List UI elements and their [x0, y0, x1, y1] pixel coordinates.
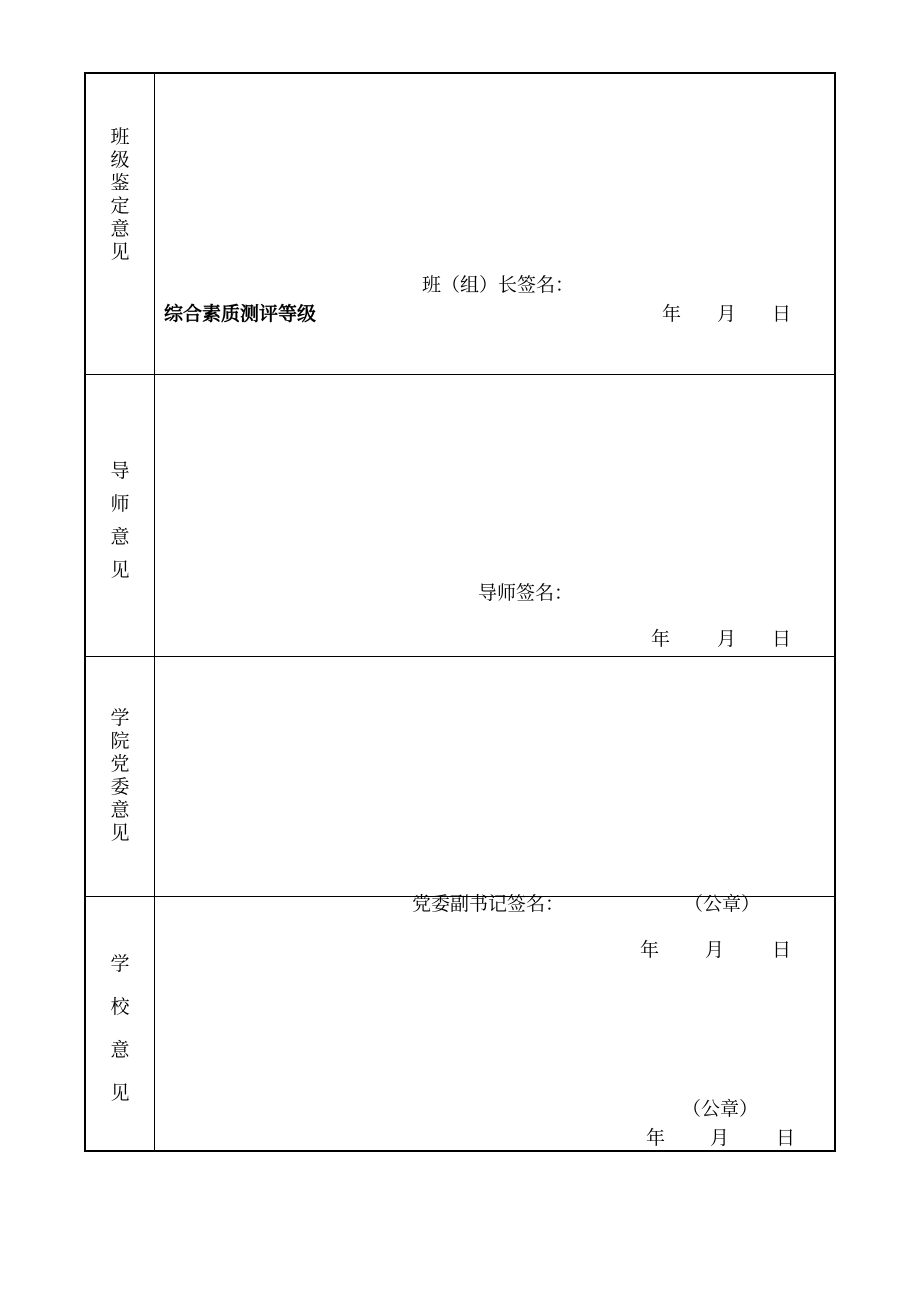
label-char: 见: [110, 822, 130, 844]
date-month: 月: [705, 939, 725, 961]
advisor-signature-label: 导师签名：: [478, 582, 574, 604]
label-char: 定: [110, 195, 130, 217]
date-month: 月: [717, 628, 737, 650]
date-year: 年: [662, 303, 682, 325]
date-day: 日: [772, 939, 792, 961]
label-char: 意: [110, 799, 130, 821]
date-month: 月: [710, 1127, 730, 1149]
label-char: 鉴: [110, 172, 130, 194]
label-char: 党: [110, 753, 130, 775]
date-day: 日: [772, 303, 792, 325]
label-char: 见: [110, 1082, 130, 1104]
label-char: 级: [110, 149, 130, 171]
class-review-label: [86, 126, 154, 264]
date-month: 月: [717, 303, 737, 325]
label-char: 意: [110, 218, 130, 240]
label-char: 学: [110, 707, 130, 729]
label-char: 班: [110, 126, 130, 148]
label-char: 见: [110, 559, 130, 581]
label-char: 意: [110, 526, 130, 548]
comprehensive-rating-label: 综合素质测评等级: [164, 303, 317, 325]
label-char: 导: [110, 460, 130, 482]
label-char: 师: [110, 493, 130, 515]
opinion-form-table: [84, 72, 836, 1152]
party-secretary-signature-label: 党委副书记签名：: [412, 893, 565, 915]
date-day: 日: [776, 1127, 796, 1149]
official-seal-label: （公章）: [684, 893, 761, 915]
date-year: 年: [640, 939, 660, 961]
date-day: 日: [772, 628, 792, 650]
official-seal-label: （公章）: [682, 1098, 759, 1120]
label-char: 学: [110, 953, 130, 975]
label-char: 见: [110, 241, 130, 263]
label-char: 委: [110, 776, 130, 798]
label-char: 院: [110, 730, 130, 752]
school-label: [86, 943, 154, 1115]
advisor-section: [86, 375, 834, 657]
date-year: 年: [651, 628, 671, 650]
label-char: 意: [110, 1039, 130, 1061]
date-year: 年: [646, 1127, 666, 1149]
college-party-section: [86, 657, 834, 961]
college-party-label: [86, 707, 154, 845]
class-leader-signature-label: 班（组）长签名：: [422, 274, 575, 296]
advisor-label: [86, 455, 154, 587]
school-section: [86, 897, 834, 1150]
class-review-section: [86, 74, 834, 375]
label-char: 校: [110, 996, 130, 1018]
